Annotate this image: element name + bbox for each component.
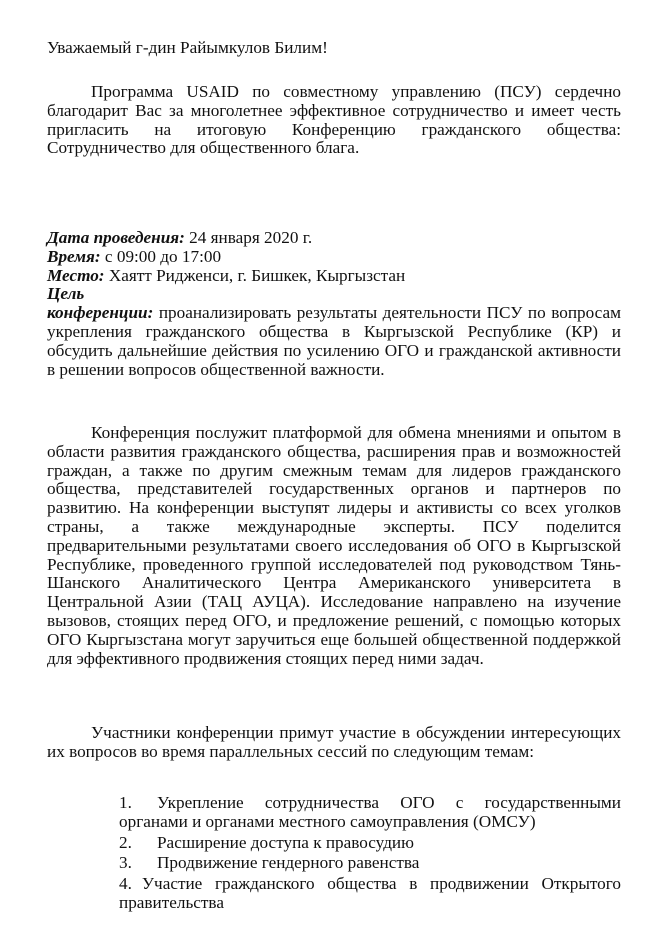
list-number: 2. xyxy=(119,832,132,852)
time-label: Время: xyxy=(47,246,101,266)
goal-label-line2: конференции: xyxy=(47,303,154,323)
list-number: 4. xyxy=(119,874,132,894)
date-value: 24 января 2020 г. xyxy=(184,228,313,247)
participants-paragraph: Участники конференции примут участие в обсуждении интересующих их вопросов во время параллельных сессий по следующим темам: xyxy=(47,723,621,761)
date-label: Дата проведения: xyxy=(47,228,185,247)
topics-list xyxy=(119,794,621,915)
conference-paragraph: Конференция послужит платформой для обмена мнениями и опытом в области развития гражданского общества, расширения прав и возможностей граждан, а также по другим смежным темам для лидеров гражданского общества, представителей государственных органов и партнеров по развитию. На конференции выступят лидеры и активисты со всех уголков страны, а также международные эксперты. ПСУ поделится предварительными результатами своего исследования об ОГО в Кыргызской Республике, проведенного группой исследователей под руководством Тянь-Шанского Аналитического Центра Американского университета в Центральной Азии (ТАЦ АУЦА). Исследование направлено на изучение вызовов, стоящих перед ОГО, и предложение решений, с помощью которых ОГО Кыргызстана могут заручиться еще большей общественной поддержкой для эффективного продвижения стоящих перед ними задач. xyxy=(47,423,621,668)
list-item xyxy=(119,875,621,913)
list-item xyxy=(119,834,621,853)
goal-value: проанализировать результаты деятельности ПСУ по вопросам укрепления гражданского общества в Кыргызской Республике (КР) и обсудить дальнейшие действия по усилению ОГО и гражданской активности в решении вопросов общественной важности. xyxy=(47,303,621,379)
time-value: с 09:00 до 17:00 xyxy=(100,246,222,266)
event-time xyxy=(47,248,621,267)
event-details xyxy=(47,229,621,379)
intro-paragraph: Программа USAID по совместному управлению (ПСУ) сердечно благодарит Вас за многолетнее эффективное сотрудничество и имеет честь пригласить на итоговую Конференцию гражданского общества: Сотрудничество для общественного блага. xyxy=(47,82,621,158)
list-number: 3. xyxy=(119,853,132,873)
list-text: Продвижение гендерного равенства xyxy=(157,853,420,873)
goal-label-line1: Цель xyxy=(47,284,85,304)
place-label: Место: xyxy=(47,265,105,285)
list-item xyxy=(119,794,621,832)
greeting: Уважаемый г-дин Райымкулов Билим! xyxy=(47,38,328,57)
list-item xyxy=(119,854,621,873)
list-number: 1. xyxy=(119,793,132,812)
event-place xyxy=(47,267,621,286)
event-goal xyxy=(47,285,621,379)
event-date xyxy=(47,229,621,248)
list-text: Расширение доступа к правосудию xyxy=(157,832,414,852)
list-text: Укрепление сотрудничества ОГО с государственными органами и органами местного самоуправления (ОМСУ) xyxy=(119,793,621,831)
list-text: Участие гражданского общества в продвижении Открытого правительства xyxy=(119,874,621,912)
place-value: Хаятт Ридженси, г. Бишкек, Кыргызстан xyxy=(104,265,406,285)
